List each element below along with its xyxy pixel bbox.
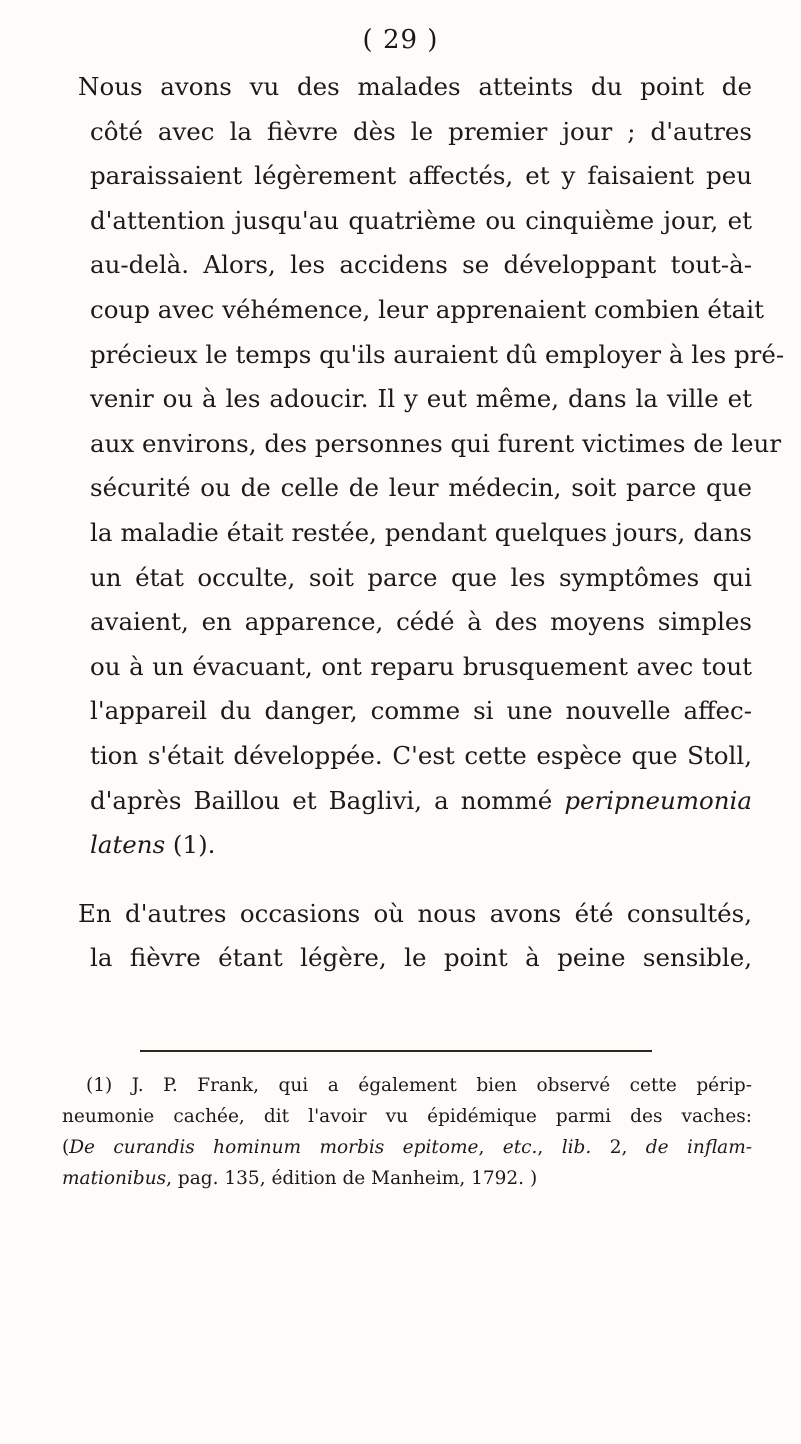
page-number: ( 29 ) bbox=[362, 25, 439, 55]
italic-lib: lib. bbox=[561, 1137, 592, 1158]
footnote bbox=[62, 1070, 752, 1194]
body-text bbox=[60, 65, 785, 981]
footnote-ref: (1). bbox=[165, 830, 216, 860]
text-line: un état occulte, soit parce que les symptômes qui bbox=[90, 562, 752, 592]
text-line: au-delà. Alors, les accidens se développant tout-à- bbox=[90, 250, 752, 280]
footnote-line: neumonie cachée, dit l'avoir vu épidémique parmi des vaches: bbox=[62, 1106, 752, 1127]
text-line bbox=[60, 823, 752, 868]
text-line: sécurité ou de celle de leur médecin, soit parce que bbox=[90, 473, 752, 503]
italic-chapter-end: mationibus bbox=[62, 1168, 167, 1189]
text-line: la maladie était restée, pendant quelques jours, dans bbox=[90, 517, 752, 547]
text-line: En d'autres occasions où nous avons été consultés, bbox=[78, 898, 752, 928]
footnote-citation: , pag. 135, édition de Manheim, 1792. ) bbox=[166, 1168, 538, 1189]
footnote-sep: , bbox=[478, 1137, 503, 1158]
footnote-sep: 2, bbox=[591, 1137, 646, 1158]
italic-etc: etc. bbox=[502, 1137, 538, 1158]
footnote-line bbox=[62, 1163, 752, 1194]
footnote-line: (1) J. P. Frank, qui a également bien observé cette périp- bbox=[86, 1075, 752, 1096]
text-line: aux environs, des personnes qui furent victimes de leur bbox=[90, 428, 782, 458]
italic-term: latens bbox=[90, 830, 166, 860]
text-line: côté avec la fièvre dès le premier jour ; d'autres bbox=[90, 116, 752, 146]
paragraph-2 bbox=[60, 892, 752, 981]
text-line: paraissaient légèrement affectés, et y faisaient peu bbox=[90, 161, 752, 191]
italic-chapter: de inflam- bbox=[645, 1137, 752, 1158]
italic-title: De curandis hominum morbis epitome bbox=[69, 1137, 479, 1158]
text-line: ou à un évacuant, ont reparu brusquement avec tout bbox=[90, 651, 752, 681]
text-line: venir ou à les adoucir. Il y eut même, dans la ville et bbox=[90, 384, 752, 414]
text-line: l'appareil du danger, comme si une nouvelle affec- bbox=[90, 696, 752, 726]
footnote-sep: , bbox=[537, 1137, 562, 1158]
italic-term: peripneumonia bbox=[564, 785, 753, 815]
text-line: d'attention jusqu'au quatrième ou cinquième jour, et bbox=[90, 205, 752, 235]
text-line: coup avec véhémence, leur apprenaient combien était bbox=[90, 294, 764, 324]
text-line: Nous avons vu des malades atteints du point de bbox=[78, 72, 752, 101]
footnote-paren: ( bbox=[62, 1137, 70, 1158]
text-line-start: d'après Baillou et Baglivi, a nommé bbox=[90, 785, 553, 815]
text-line bbox=[60, 779, 752, 824]
text-line: précieux le temps qu'ils auraient dû employer à les pré- bbox=[90, 339, 785, 369]
footnote-divider bbox=[140, 1050, 652, 1052]
text-line: la fièvre étant légère, le point à peine sensible, bbox=[90, 943, 752, 973]
footnote-line bbox=[62, 1132, 752, 1163]
text-line: tion s'était développée. C'est cette espèce que Stoll, bbox=[90, 740, 752, 770]
paragraph-1 bbox=[60, 65, 785, 868]
text-line: avaient, en apparence, cédé à des moyens simples bbox=[90, 607, 752, 637]
